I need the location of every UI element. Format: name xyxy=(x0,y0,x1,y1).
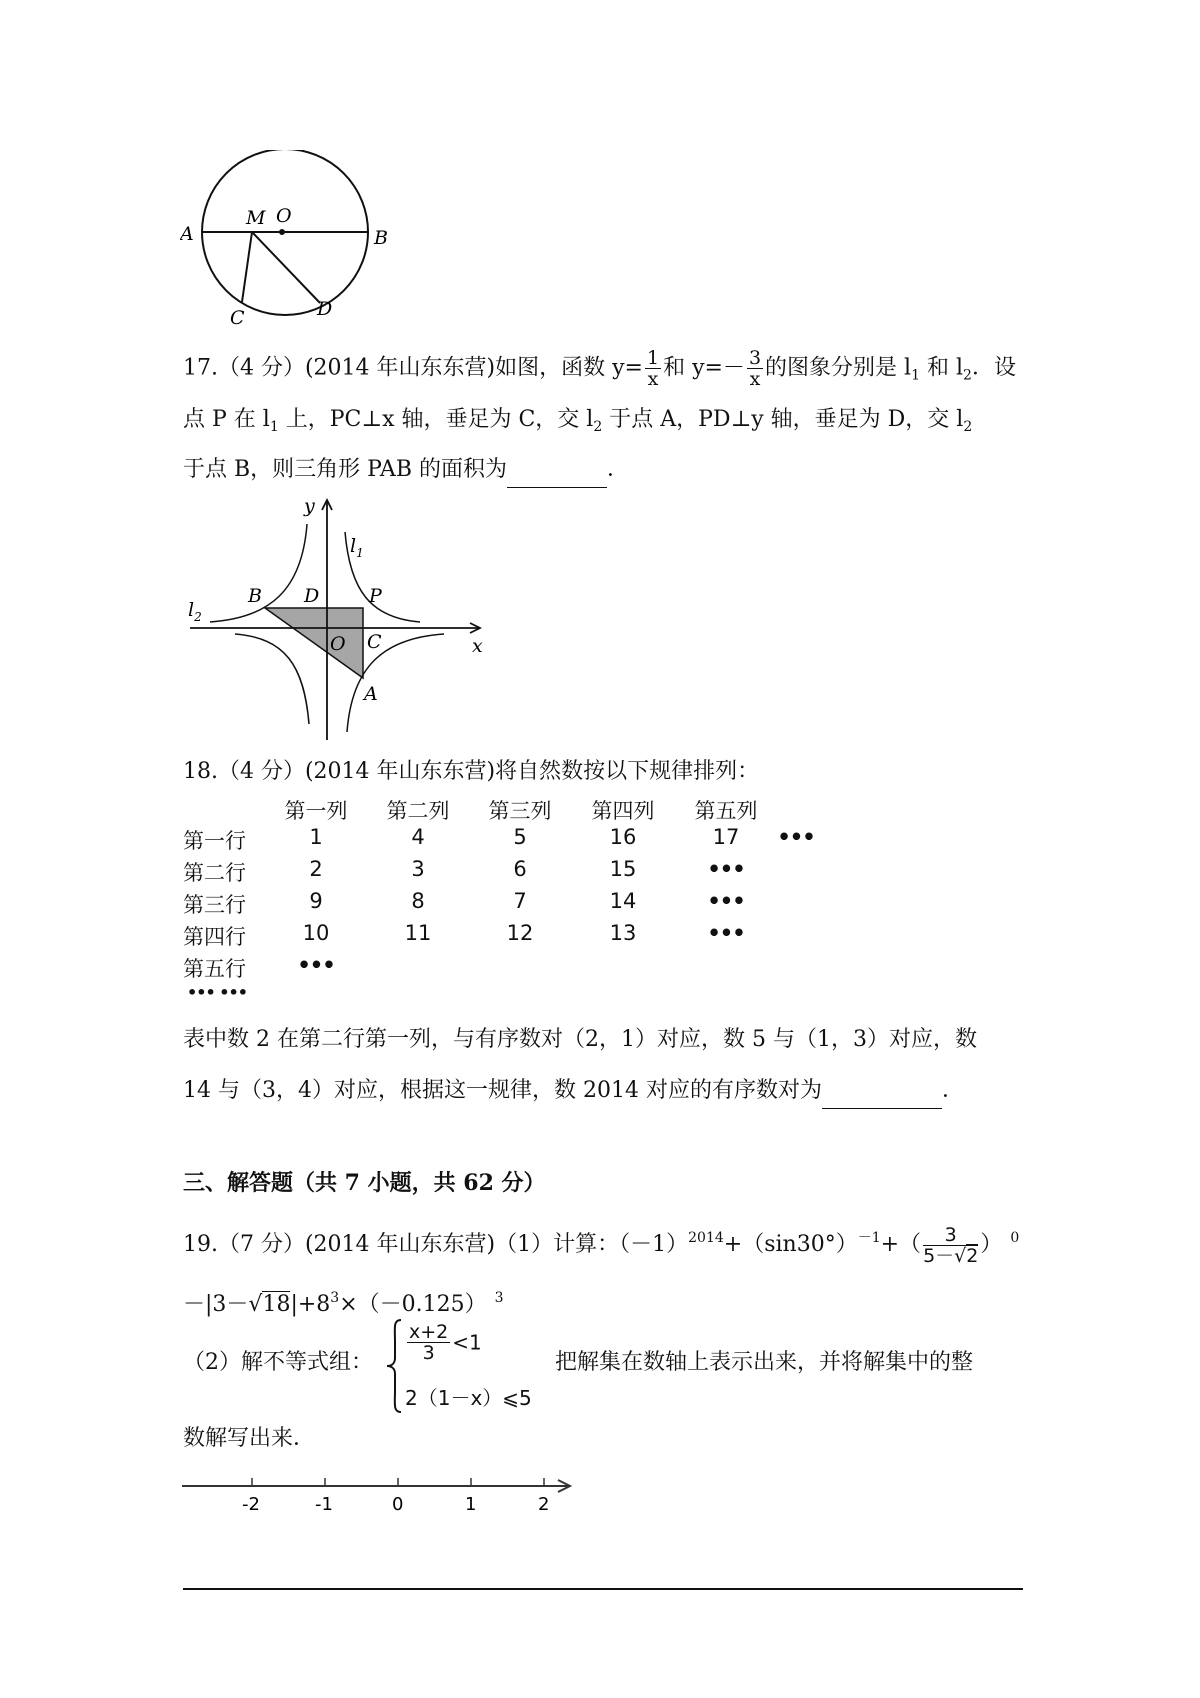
q19-fraction xyxy=(923,1225,978,1266)
q17-mid: 和 y=－ xyxy=(663,355,745,381)
cell-2-4: 15 xyxy=(609,857,637,881)
q17-l2-sub1: 1 xyxy=(269,419,279,435)
q18-line2 xyxy=(183,1076,964,1109)
cell-4-5: ••• xyxy=(707,921,745,945)
q19-part2-line2: 数解写出来． xyxy=(183,1426,316,1451)
col-header-3: 第三列 xyxy=(488,799,552,823)
q19-frac-den: 5－√2 xyxy=(923,1244,979,1267)
tick-label-0: 0 xyxy=(392,1494,404,1515)
q19-line1 xyxy=(183,1223,1019,1266)
cell-1-1: 1 xyxy=(309,825,323,849)
q19-frac-num: 3 xyxy=(923,1225,978,1246)
label-c-point: C xyxy=(367,631,382,653)
cell-2-2: 3 xyxy=(411,857,425,881)
curve-l1-q3 xyxy=(235,634,309,724)
q17-fraction-1 xyxy=(645,348,661,389)
ineq1-den: 3 xyxy=(422,1342,435,1364)
ineq1-num: x+2 xyxy=(409,1321,449,1343)
q18-answer-blank[interactable] xyxy=(822,1078,942,1109)
label-l1: $l_1$ xyxy=(350,535,364,560)
q19-l1-a: 19.（7 分）(2014 年山东东营)（1）计算：（－1） xyxy=(183,1232,689,1257)
cell-1-4: 16 xyxy=(609,825,637,849)
cell-1-5: 17 xyxy=(712,825,740,849)
number-arrangement-table xyxy=(183,795,883,1015)
system-brace xyxy=(385,1318,405,1414)
label-c: C xyxy=(230,307,245,329)
segment-md xyxy=(252,232,320,303)
row-label-1: 第一行 xyxy=(183,829,246,853)
cell-4-2: 11 xyxy=(404,921,432,945)
inequality-2: 2（1－x）⩽5 xyxy=(405,1386,532,1410)
ineq1-rel: <1 xyxy=(452,1330,482,1355)
tick-label-minus-2: -2 xyxy=(242,1494,260,1515)
q19-l2-a: －|3－ xyxy=(183,1292,249,1317)
label-l2: $l_2$ xyxy=(188,599,202,624)
label-x-axis: x xyxy=(472,635,483,657)
segment-mc xyxy=(242,232,252,302)
col-header-5: 第五列 xyxy=(694,799,758,823)
row-label-2: 第二行 xyxy=(183,861,246,885)
q18-intro: 18.（4 分）(2014 年山东东营)将自然数按以下规律排列： xyxy=(183,759,760,784)
cell-4-1: 10 xyxy=(302,921,330,945)
q19-part2-label: （2）解不等式组： xyxy=(183,1350,373,1375)
label-p-point: P xyxy=(369,585,382,607)
q17-l2-sub2: 2 xyxy=(593,419,603,435)
cell-3-3: 7 xyxy=(513,889,527,913)
q17-fraction-2 xyxy=(747,348,763,389)
cell-3-2: 8 xyxy=(411,889,425,913)
cell-2-3: 6 xyxy=(513,857,527,881)
cell-3-4: 14 xyxy=(609,889,637,913)
label-o: O xyxy=(276,205,292,227)
footer-rule xyxy=(183,1588,1023,1590)
label-b-point: B xyxy=(248,585,262,607)
col-header-2: 第二列 xyxy=(386,799,450,823)
q17-suffix-a: 的图象分别是 l xyxy=(765,355,912,381)
label-y-axis: y xyxy=(304,495,315,517)
q19-part2-after: 把解集在数轴上表示出来，并将解集中的整 xyxy=(555,1350,974,1375)
q17-l2-b: 上，PC⊥x 轴，垂足为 C，交 l xyxy=(278,407,594,432)
ineq1-fraction xyxy=(407,1322,450,1363)
inequality-1 xyxy=(405,1322,482,1363)
triangle-pab xyxy=(265,608,363,678)
cell-4-4: 13 xyxy=(609,921,637,945)
label-d: D xyxy=(317,298,333,320)
q17-l2-c: 于点 A，PD⊥y 轴，垂足为 D，交 l xyxy=(602,407,964,432)
q17-frac2-num: 3 xyxy=(748,347,762,369)
row-label-4: 第四行 xyxy=(183,925,246,949)
row-label-5: 第五行 xyxy=(183,957,246,981)
label-a: A xyxy=(180,223,194,245)
cell-4-3: 12 xyxy=(506,921,534,945)
q17-frac1-num: 1 xyxy=(646,347,660,369)
section-3-heading: 三、解答题（共 7 小题，共 62 分） xyxy=(183,1170,546,1196)
cell-1-2: 4 xyxy=(411,825,425,849)
q19-l1-sup3: 0 xyxy=(1010,1230,1020,1246)
q17-l3-b: ． xyxy=(607,457,630,482)
tick-label-2: 2 xyxy=(538,1494,550,1515)
q18-l2-a: 14 与（3，4）对应，根据这一规律，数 2014 对应的有序数对为 xyxy=(183,1078,822,1103)
q18-line1: 表中数 2 在第二行第一列，与有序数对（2，1）对应，数 5 与（1，3）对应，数 xyxy=(183,1027,977,1052)
q19-l1-d: ） xyxy=(980,1232,1003,1257)
q17-l2-a: 点 P 在 l xyxy=(183,407,270,432)
q17-line2 xyxy=(183,405,972,442)
q19-l1-c: +（ xyxy=(880,1232,922,1257)
number-line xyxy=(180,1470,580,1530)
cell-1-6: ••• xyxy=(777,825,815,849)
col-header-4: 第四列 xyxy=(591,799,655,823)
q17-sub2: 2 xyxy=(963,367,972,384)
q17-answer-blank[interactable] xyxy=(507,457,607,488)
q18-l2-b: ． xyxy=(941,1078,964,1103)
cell-2-5: ••• xyxy=(707,857,745,881)
label-b: B xyxy=(374,227,388,249)
label-a-point: A xyxy=(364,683,378,705)
q17-line3 xyxy=(183,455,629,488)
hyperbola-graph xyxy=(180,490,490,740)
cell-3-1: 9 xyxy=(309,889,323,913)
sqrt-sign: √ xyxy=(954,1244,967,1267)
q19-l2-sup1: 3 xyxy=(330,1290,340,1306)
circle-figure xyxy=(180,150,390,330)
tick-label-minus-1: -1 xyxy=(315,1494,333,1515)
q19-l1-sup1: 2014 xyxy=(688,1230,724,1246)
col-header-1: 第一列 xyxy=(284,799,348,823)
tick-label-1: 1 xyxy=(465,1494,477,1515)
q19-l2-root: 18 xyxy=(262,1292,291,1317)
table-continuation-dots: ••• ••• xyxy=(187,983,247,1002)
q17-l3-a: 于点 B，则三角形 PAB 的面积为 xyxy=(183,457,507,482)
q19-l2-b: |+8 xyxy=(290,1292,331,1317)
label-o-origin: O xyxy=(330,633,346,655)
q17-sub1: 1 xyxy=(911,367,920,384)
label-d-point: D xyxy=(304,585,320,607)
q17-prefix: 17.（4 分）(2014 年山东东营)如图，函数 y= xyxy=(183,355,643,381)
q19-l2-c: ×（－0.125） xyxy=(339,1292,487,1317)
q17-l2-sub3: 2 xyxy=(963,419,973,435)
q17-frac1-den: x xyxy=(647,368,659,390)
sqrt-sign-2: √ xyxy=(248,1292,263,1317)
q17-frac2-den: x xyxy=(749,368,761,390)
q19-line2 xyxy=(183,1283,504,1320)
q17-suffix-c: ．设 xyxy=(971,355,1016,381)
label-m: M xyxy=(246,207,266,229)
q19-l2-sup2: 3 xyxy=(494,1290,504,1306)
center-dot xyxy=(279,229,285,235)
q19-l1-sup2: －1 xyxy=(857,1230,881,1246)
cell-3-5: ••• xyxy=(707,889,745,913)
cell-1-3: 5 xyxy=(513,825,527,849)
q19-l1-b: +（sin30°） xyxy=(723,1232,858,1257)
q17-suffix-b: 和 l xyxy=(919,355,964,381)
row-label-3: 第三行 xyxy=(183,893,246,917)
cell-2-1: 2 xyxy=(309,857,323,881)
q17-line1 xyxy=(183,348,1016,391)
cell-5-1: ••• xyxy=(297,953,335,977)
